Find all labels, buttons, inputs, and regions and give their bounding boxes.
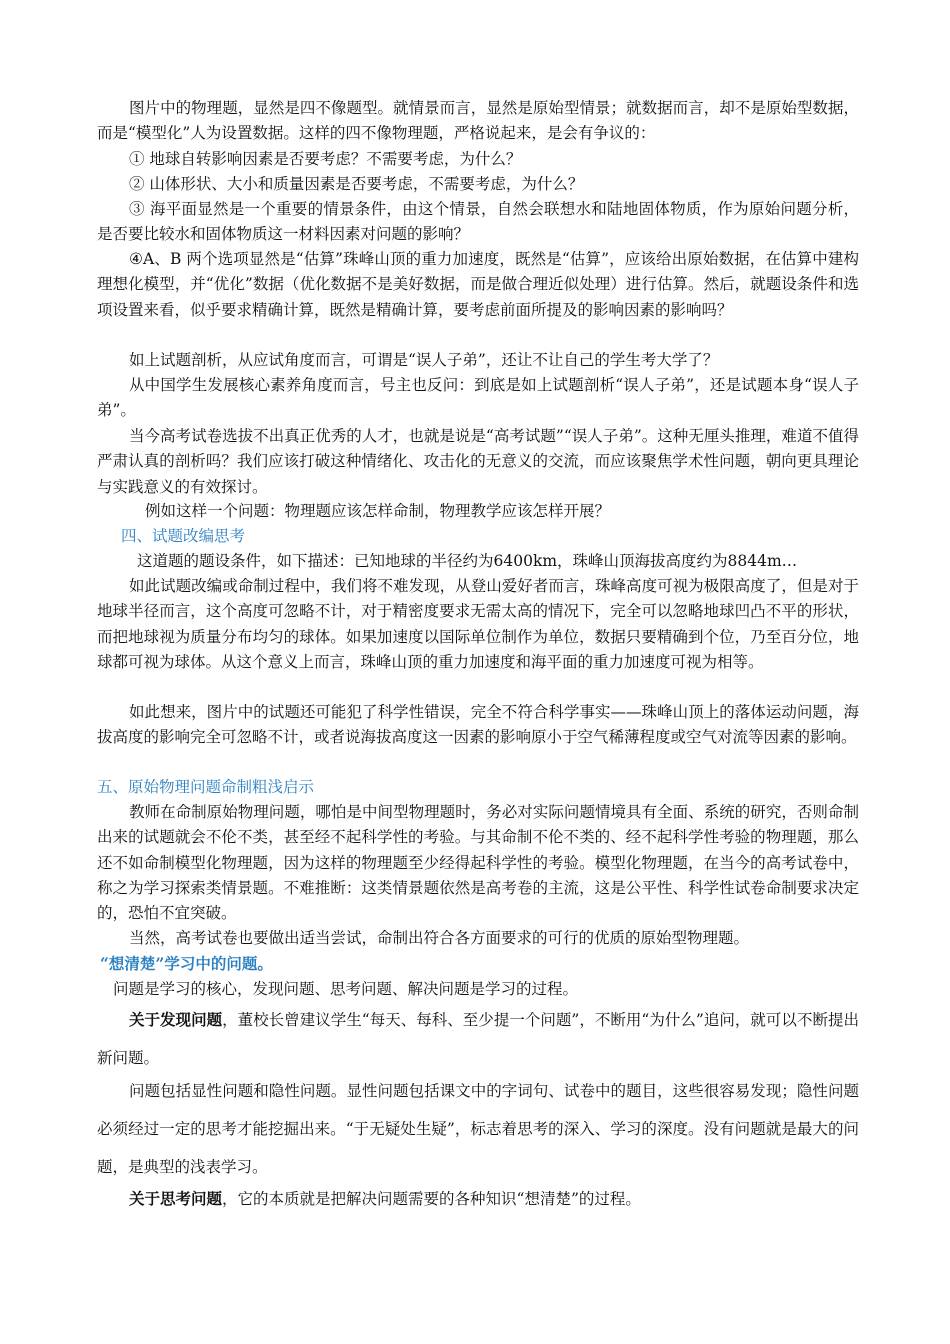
- paragraph-reasoning: 当今高考试卷选拔不出真正优秀的人才，也就是说是“高考试题”“误人子弟”。这种无厘头推理，难道不值得严肃认真的剖析吗？我们应该打破这种情绪化、攻击化的无意义的交流，而应该聚焦学术性问题，朝向更具理论与实践意义的有效探讨。: [97, 427, 859, 496]
- paragraph-of-course: 当然，高考试卷也要做出适当尝试，命制出符合各方面要求的可行的优质的原始型物理题。: [129, 929, 750, 947]
- heading-think-clearly: “想清楚”学习中的问题。: [100, 954, 273, 973]
- heading-section-4: 四、试题改编思考: [121, 527, 246, 545]
- think-text: ，它的本质就是把解决问题需要的各种知识“想清楚”的过程。: [222, 1190, 641, 1208]
- think-label: 关于思考问题: [129, 1189, 223, 1208]
- paragraph-conditions: 这道题的题设条件，如下描述：已知地球的半径约为6400km，珠峰山顶海拔高度约为8844m…: [137, 552, 798, 570]
- paragraph-discover: [97, 1001, 859, 1077]
- paragraph-core-literacy: 从中国学生发展核心素养角度而言，号主也反问：到底是如上试题剖析“误人子弟”，还是试题本身“误人子弟”。: [97, 376, 859, 420]
- list-item-1: ① 地球自转影响因素是否要考虑？不需要考虑，为什么？: [129, 150, 522, 168]
- list-item-3: ③ 海平面显然是一个重要的情景条件，由这个情景，自然会联想水和陆地固体物质，作为原始问题分析，是否要比较水和固体物质这一材料因素对问题的影响？: [97, 200, 859, 244]
- paragraph-example: 例如这样一个问题：物理题应该怎样命制，物理教学应该怎样开展？: [145, 502, 611, 520]
- paragraph-problem-types: 问题包括显性问题和隐性问题。显性问题包括课文中的字词句、试卷中的题目，这些很容易发现；隐性问题必须经过一定的思考才能挖掘出来。“于无疑处生疑”，标志着思考的深入、学习的深度。没有问题就是最大的问题，是典型的浅表学习。: [97, 1082, 859, 1176]
- paragraph-scientific-error: 如此想来，图片中的试题还可能犯了科学性错误，完全不符合科学事实——珠峰山顶上的落体运动问题，海拔高度的影响完全可忽略不计，或者说海拔高度这一因素的影响原小于空气稀薄程度或空气对流等因素的影响。: [97, 703, 859, 747]
- discover-text: ，董校长曾建议学生“每天、每科、至少提一个问题”，不断用“为什么”追问，就可以不断提出新问题。: [97, 1011, 859, 1067]
- discover-label: 关于发现问题: [129, 1010, 223, 1029]
- list-item-4: ④A、B 两个选项显然是“估算”珠峰山顶的重力加速度，既然是“估算”，应该给出原始数据，在估算中建构理想化模型，并“优化”数据（优化数据不是美好数据，而是做合理近似处理）进行估算。然后，就题设条件和选项设置来看，似乎要求精确计算，既然是精确计算，要考虑前面所提及的影响因素的影响吗？: [97, 250, 859, 319]
- paragraph-problem-core: 问题是学习的核心，发现问题、思考问题、解决问题是学习的过程。: [113, 980, 579, 998]
- paragraph-think: [97, 1180, 859, 1218]
- paragraph-teacher: 教师在命制原始物理问题，哪怕是中间型物理题时，务必对实际问题情境具有全面、系统的研究，否则命制出来的试题就会不伦不类，甚至经不起科学性的考验。与其命制不伦不类的、经不起科学性考验的物理题，那么还不如命制模型化物理题，因为这样的物理题至少经得起科学性的考验。模型化物理题，在当今的高考试卷中，称之为学习探索类情景题。不难推断：这类情景题依然是高考卷的主流，这是公平性、科学性试卷命制要求决定的，恐怕不宜突破。: [97, 803, 859, 923]
- paragraph-exam-angle: 如上试题剖析，从应试角度而言，可谓是“误人子弟”，还让不让自己的学生考大学了？: [129, 351, 719, 369]
- list-item-2: ② 山体形状、大小和质量因素是否要考虑，不需要考虑，为什么？: [129, 175, 584, 193]
- paragraph-intro: 图片中的物理题，显然是四不像题型。就情景而言，显然是原始型情景；就数据而言，却不是原始型数据，而是“模型化”人为设置数据。这样的四不像物理题，严格说起来，是会有争议的：: [97, 99, 859, 143]
- heading-section-5: 五、原始物理问题命制粗浅启示: [97, 778, 315, 796]
- paragraph-adaptation: 如此试题改编或命制过程中，我们将不难发现，从登山爱好者而言，珠峰高度可视为极限高度了，但是对于地球半径而言，这个高度可忽略不计，对于精密度要求无需太高的情况下，完全可以忽略地球凹凸不平的形状，而把地球视为质量分布均匀的球体。如果加速度以国际单位制作为单位，数据只要精确到个位，乃至百分位，地球都可视为球体。从这个意义上而言，珠峰山顶的重力加速度和海平面的重力加速度可视为相等。: [97, 577, 859, 671]
